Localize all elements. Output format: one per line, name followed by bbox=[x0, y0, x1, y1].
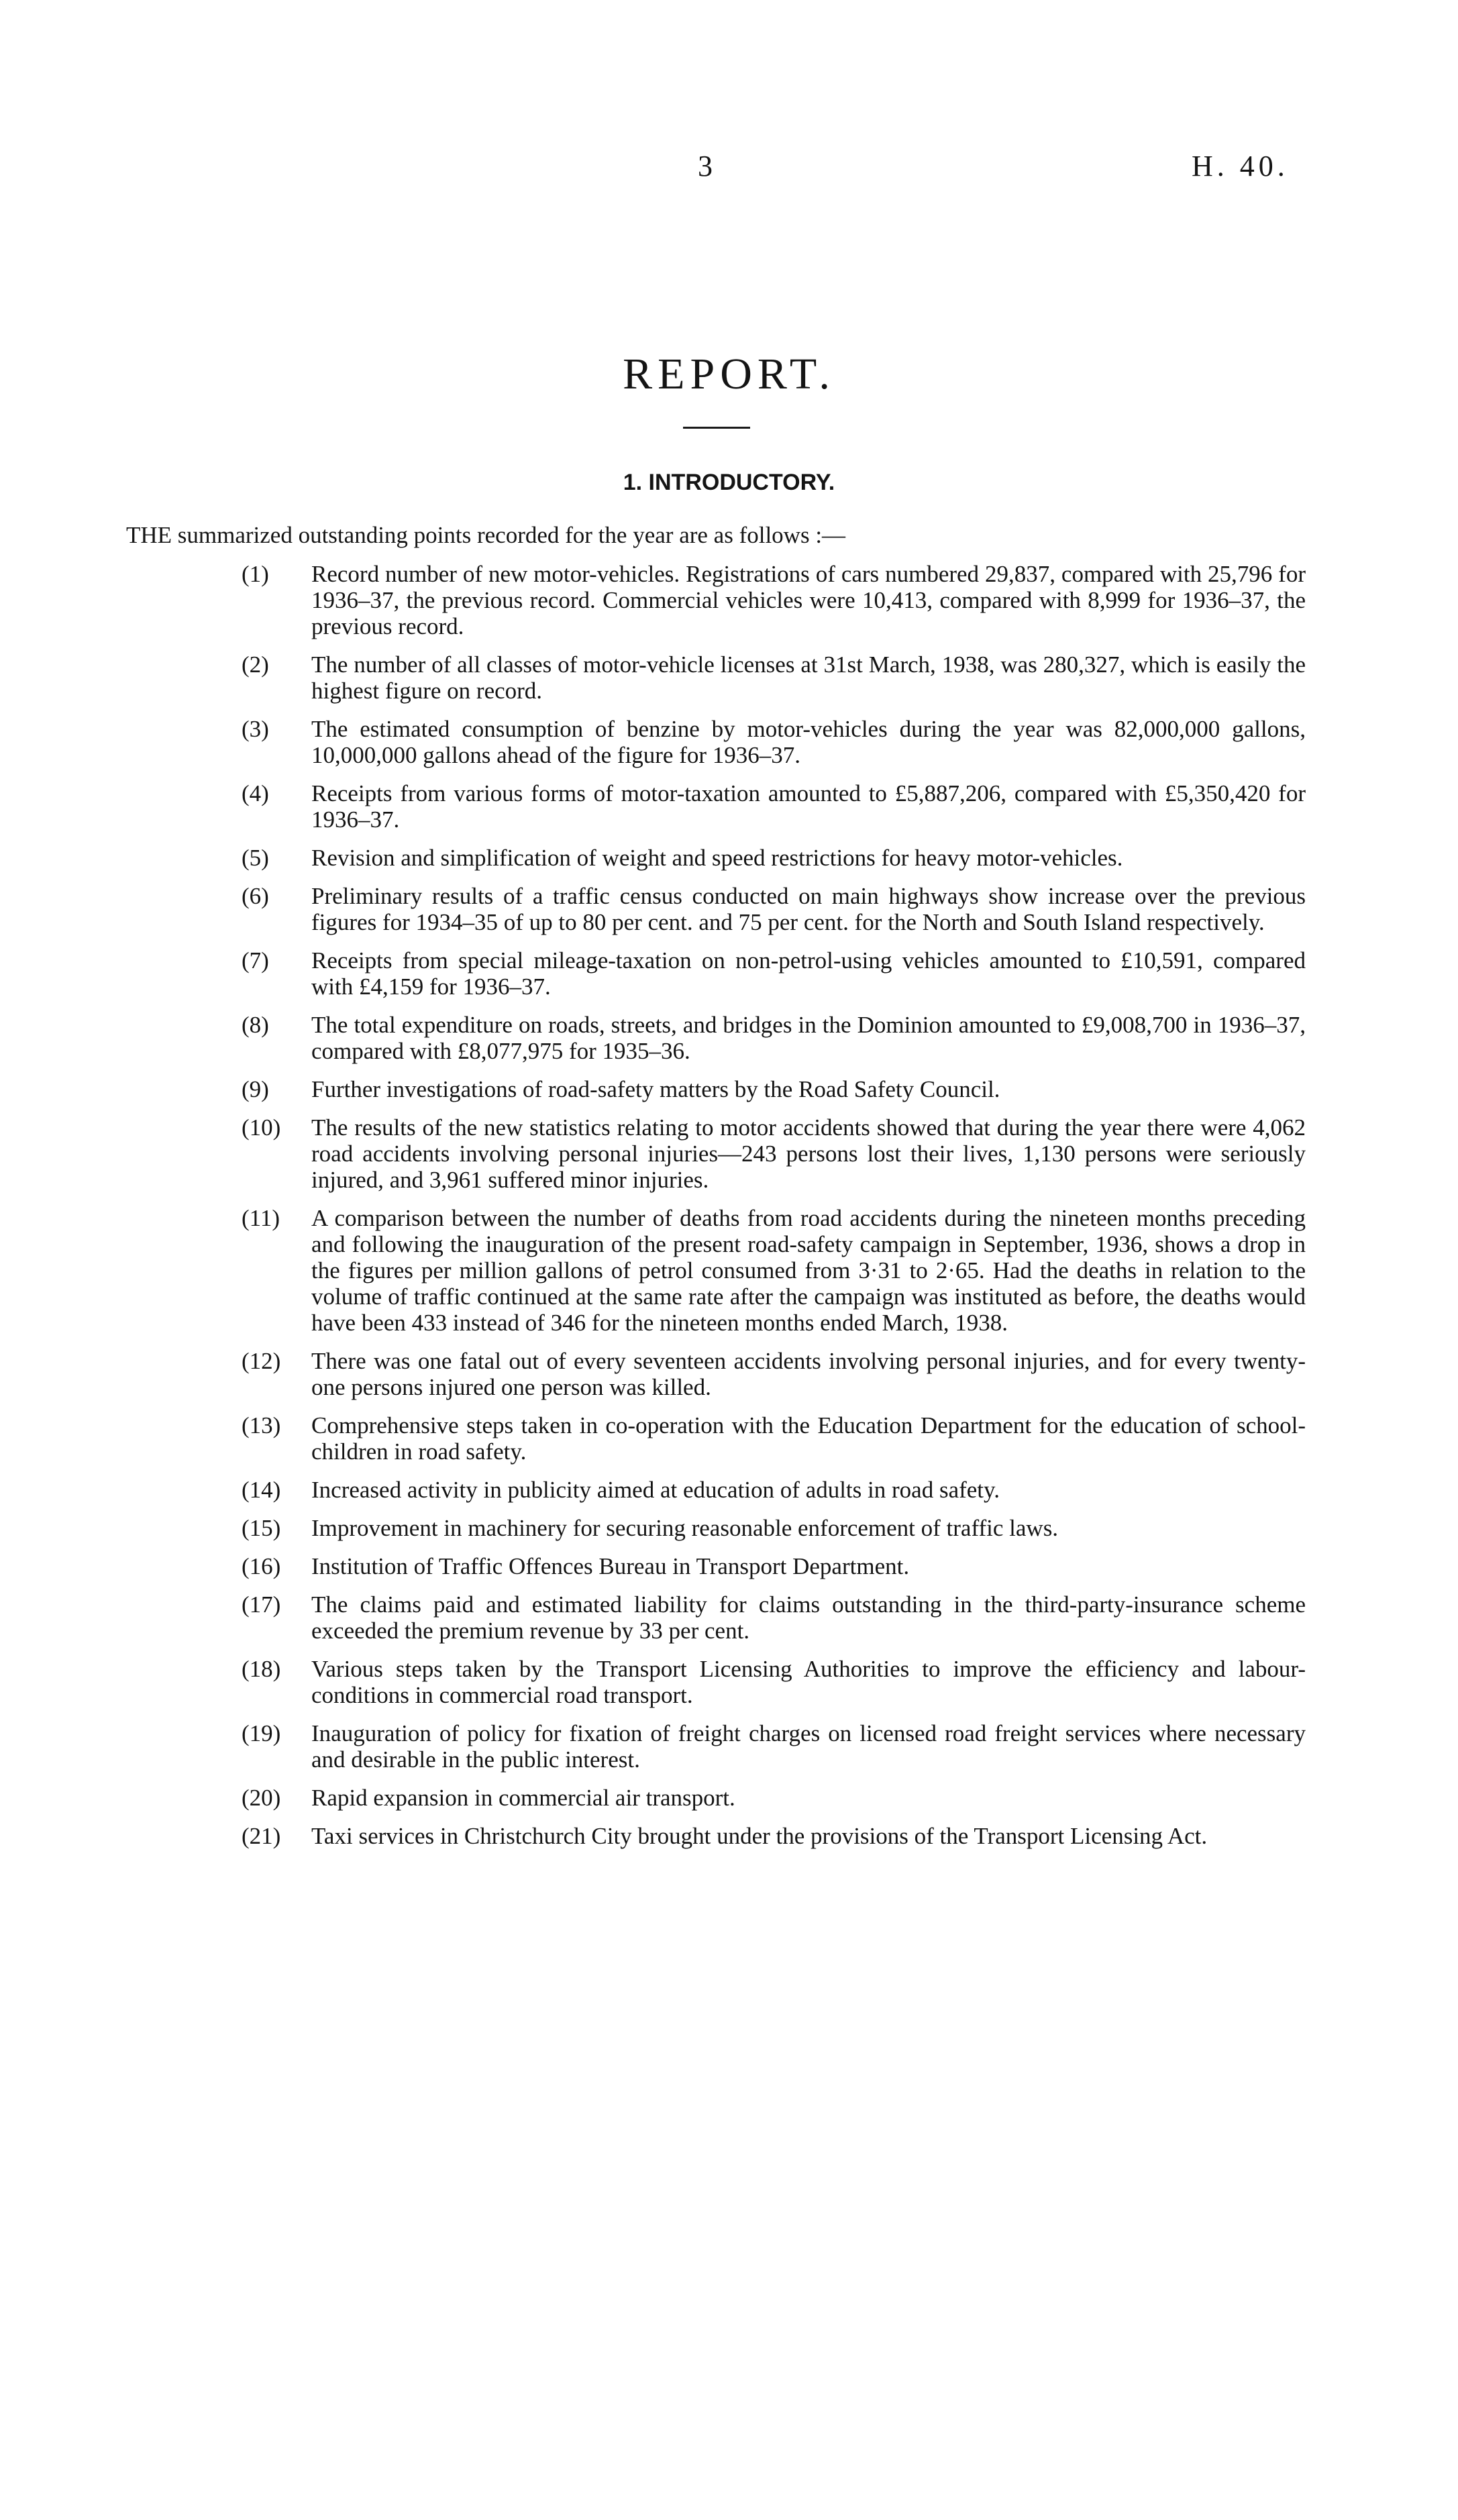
list-item bbox=[242, 1656, 1306, 1708]
list-item bbox=[242, 1720, 1306, 1773]
item-number: (8) bbox=[242, 1012, 269, 1038]
item-number: (2) bbox=[242, 651, 269, 678]
document-reference: H. 40. bbox=[1192, 150, 1289, 182]
item-number: (4) bbox=[242, 780, 269, 806]
item-number: (19) bbox=[242, 1720, 281, 1746]
item-text: Preliminary results of a traffic census conducted on main highways show increase over the previous figures for 1934–35 of up to 80 per cent. and 75 per cent. for the North and South Island respectively. bbox=[311, 883, 1306, 935]
list-item bbox=[242, 1553, 1306, 1579]
item-text: Improvement in machinery for securing reasonable enforcement of traffic laws. bbox=[311, 1515, 1059, 1541]
item-number: (5) bbox=[242, 845, 269, 871]
item-number: (14) bbox=[242, 1477, 281, 1503]
item-text: The estimated consumption of benzine by motor-vehicles during the year was 82,000,000 gallons, 10,000,000 gallons ahead of the figure for 1936–37. bbox=[311, 716, 1306, 768]
item-text: The total expenditure on roads, streets, and bridges in the Dominion amounted to £9,008,700 in 1936–37, compared with £8,077,975 for 1935–36. bbox=[311, 1012, 1306, 1064]
list-item bbox=[242, 1515, 1306, 1541]
list-item bbox=[242, 1477, 1306, 1503]
item-text: Inauguration of policy for fixation of freight charges on licensed road freight services where necessary and desirable in the public interest. bbox=[311, 1720, 1306, 1773]
item-text: Further investigations of road-safety matters by the Road Safety Council. bbox=[311, 1076, 1000, 1102]
page-number: 3 bbox=[698, 150, 713, 182]
item-text: Record number of new motor-vehicles. Registrations of cars numbered 29,837, compared with 25,796 for 1936–37, the previous record. Commercial vehicles were 10,413, compared with 8,999 for 1936–37, the previous record. bbox=[311, 561, 1306, 639]
item-text: The number of all classes of motor-vehicle licenses at 31st March, 1938, was 280,327, which is easily the highest figure on record. bbox=[311, 651, 1306, 704]
item-text: Revision and simplification of weight and speed restrictions for heavy motor-vehicles. bbox=[311, 845, 1123, 871]
item-number: (17) bbox=[242, 1591, 281, 1618]
item-text: Receipts from special mileage-taxation on non-petrol-using vehicles amounted to £10,591, compared with £4,159 for 1936–37. bbox=[311, 947, 1306, 1000]
item-text: Comprehensive steps taken in co-operation with the Education Department for the education of school-children in road safety. bbox=[311, 1412, 1306, 1465]
list-item bbox=[242, 561, 1306, 639]
item-number: (7) bbox=[242, 947, 269, 974]
list-item bbox=[242, 1076, 1306, 1102]
item-text: There was one fatal out of every seventeen accidents involving personal injuries, and for every twenty-one persons injured one person was killed. bbox=[311, 1348, 1306, 1400]
list-item bbox=[242, 716, 1306, 768]
item-text: A comparison between the number of deaths from road accidents during the nineteen months preceding and following the inauguration of the present road-safety campaign in September, 1936, shows a drop in the figures per million gallons of petrol consumed from 3·31 to 2·65. Had the deaths in relation to the volume of traffic continued at the same rate after the campaign was instituted as before, the deaths would have been 433 instead of 346 for the nineteen months ended March, 1938. bbox=[311, 1205, 1306, 1336]
item-text: The claims paid and estimated liability for claims outstanding in the third-party-insurance scheme exceeded the premium revenue by 33 per cent. bbox=[311, 1591, 1306, 1644]
list-item bbox=[242, 1114, 1306, 1193]
item-number: (3) bbox=[242, 716, 269, 742]
item-text: Increased activity in publicity aimed at education of adults in road safety. bbox=[311, 1477, 1000, 1503]
summary-list bbox=[0, 561, 1458, 1861]
item-text: Rapid expansion in commercial air transport. bbox=[311, 1785, 735, 1811]
item-number: (6) bbox=[242, 883, 269, 909]
item-text: Taxi services in Christchurch City brought under the provisions of the Transport Licensing Act. bbox=[311, 1823, 1208, 1849]
list-item bbox=[242, 883, 1306, 935]
list-item bbox=[242, 1785, 1306, 1811]
item-number: (13) bbox=[242, 1412, 281, 1438]
item-text: Institution of Traffic Offences Bureau in Transport Department. bbox=[311, 1553, 910, 1579]
item-number: (9) bbox=[242, 1076, 269, 1102]
list-item bbox=[242, 780, 1306, 833]
item-text: The results of the new statistics relating to motor accidents showed that during the year there were 4,062 road accidents involving personal injuries—243 persons lost their lives, 1,130 persons were seriously injured, and 3,961 suffered minor injuries. bbox=[311, 1114, 1306, 1193]
item-number: (16) bbox=[242, 1553, 281, 1579]
list-item bbox=[242, 651, 1306, 704]
list-item bbox=[242, 1348, 1306, 1400]
list-item bbox=[242, 1012, 1306, 1064]
list-item bbox=[242, 1823, 1306, 1849]
item-text: Receipts from various forms of motor-taxation amounted to £5,887,206, compared with £5,350,420 for 1936–37. bbox=[311, 780, 1306, 833]
item-number: (15) bbox=[242, 1515, 281, 1541]
list-item bbox=[242, 947, 1306, 1000]
item-number: (18) bbox=[242, 1656, 281, 1682]
list-item bbox=[242, 1591, 1306, 1644]
list-item bbox=[242, 845, 1306, 871]
list-item bbox=[242, 1412, 1306, 1465]
item-number: (12) bbox=[242, 1348, 281, 1374]
list-item bbox=[242, 1205, 1306, 1336]
title-divider bbox=[683, 427, 750, 429]
item-number: (21) bbox=[242, 1823, 281, 1849]
intro-paragraph: THE summarized outstanding points recorded for the year are as follows :— bbox=[126, 522, 846, 548]
item-number: (1) bbox=[242, 561, 269, 587]
section-heading: 1. INTRODUCTORY. bbox=[623, 470, 835, 495]
item-number: (10) bbox=[242, 1114, 281, 1141]
item-text: Various steps taken by the Transport Licensing Authorities to improve the efficiency and labour-conditions in commercial road transport. bbox=[311, 1656, 1306, 1708]
item-number: (11) bbox=[242, 1205, 280, 1231]
report-title: REPORT. bbox=[623, 350, 835, 399]
item-number: (20) bbox=[242, 1785, 281, 1811]
